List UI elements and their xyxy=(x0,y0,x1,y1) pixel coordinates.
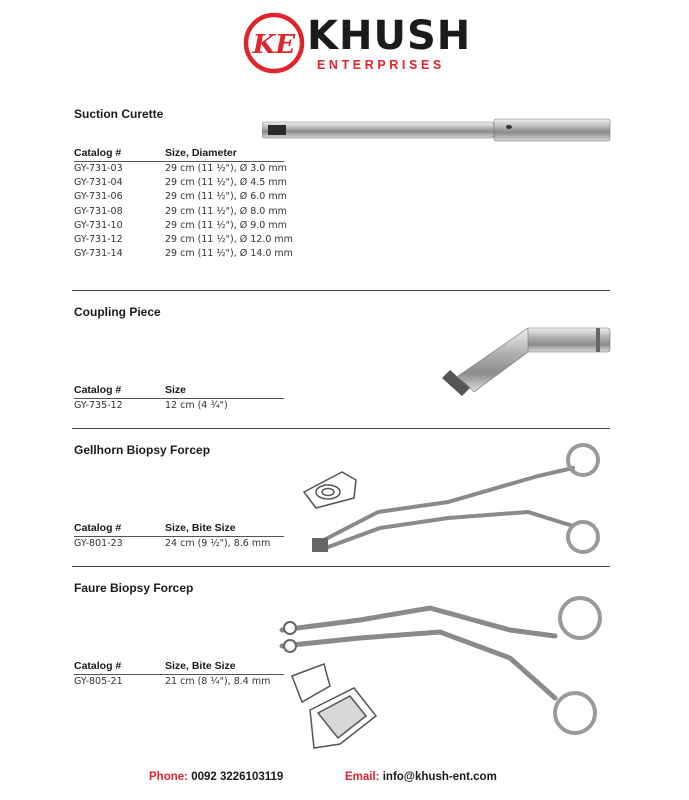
size-cell: 12 cm (4 ¾") xyxy=(165,400,228,411)
phone-number[interactable]: 0092 3226103119 xyxy=(191,771,284,783)
catalog-cell: GY-731-08 xyxy=(74,205,123,217)
catalog-cell: GY-735-12 xyxy=(74,400,123,411)
header-size: Size xyxy=(165,384,187,396)
catalog-cell: GY-805-21 xyxy=(74,676,123,687)
table-row xyxy=(74,399,284,413)
section-title-faure-biopsy-forcep: Faure Biopsy Forcep xyxy=(74,581,194,595)
table-header xyxy=(74,522,284,537)
size-cell: 29 cm (11 ½"), Ø 12.0 mm xyxy=(165,233,293,245)
header-size: Size, Bite Size xyxy=(165,660,236,672)
company-logo xyxy=(243,12,472,74)
phone-label: Phone: xyxy=(149,771,188,783)
svg-text:KE: KE xyxy=(252,30,296,60)
email-label: Email: xyxy=(345,771,380,783)
size-cell: 29 cm (11 ½"), Ø 14.0 mm xyxy=(165,248,293,260)
suction-curette-table xyxy=(74,147,293,261)
table-row xyxy=(74,675,284,689)
size-cell: 21 cm (8 ¼"), 8.4 mm xyxy=(165,676,271,687)
faure-forcep-table xyxy=(74,660,284,689)
table-row xyxy=(74,162,293,176)
header-catalog: Catalog # xyxy=(74,147,122,159)
table-row xyxy=(74,247,293,261)
header-size: Size, Bite Size xyxy=(165,522,236,534)
size-cell: 29 cm (11 ½"), Ø 3.0 mm xyxy=(165,163,287,174)
table-row xyxy=(74,233,293,247)
coupling-piece-table xyxy=(74,384,284,413)
brand-name: KHUSH xyxy=(307,13,472,59)
coupling-piece-image xyxy=(440,322,616,396)
table-header xyxy=(74,147,284,162)
gellhorn-forcep-image xyxy=(298,440,618,560)
section-divider xyxy=(72,428,610,429)
size-cell: 29 cm (11 ½"), Ø 6.0 mm xyxy=(165,191,287,203)
catalog-cell: GY-731-06 xyxy=(74,191,123,203)
gellhorn-forcep-table xyxy=(74,522,284,551)
faure-forcep-image xyxy=(270,588,615,753)
brand-subtitle: ENTERPRISES xyxy=(317,58,445,72)
email-link[interactable]: info@khush-ent.com xyxy=(382,771,497,783)
table-row xyxy=(74,176,293,190)
footer-phone xyxy=(149,771,283,783)
section-divider xyxy=(72,566,610,567)
section-title-coupling-piece: Coupling Piece xyxy=(74,305,161,319)
size-cell: 29 cm (11 ½"), Ø 8.0 mm xyxy=(165,205,287,217)
table-row xyxy=(74,219,293,233)
table-row xyxy=(74,537,284,551)
catalog-cell: GY-731-04 xyxy=(74,177,123,189)
table-row xyxy=(74,190,293,204)
catalog-cell: GY-731-14 xyxy=(74,248,123,260)
size-cell: 29 cm (11 ½"), Ø 9.0 mm xyxy=(165,219,287,231)
table-row xyxy=(74,205,293,219)
catalog-cell: GY-731-10 xyxy=(74,219,123,231)
header-size: Size, Diameter xyxy=(165,147,237,159)
size-cell: 29 cm (11 ½"), Ø 4.5 mm xyxy=(165,177,287,189)
header-catalog: Catalog # xyxy=(74,522,122,534)
section-divider xyxy=(72,290,610,291)
header-catalog: Catalog # xyxy=(74,384,122,396)
section-title-gellhorn-biopsy-forcep: Gellhorn Biopsy Forcep xyxy=(74,443,211,457)
suction-curette-image xyxy=(262,117,617,143)
table-header xyxy=(74,660,284,675)
catalog-cell: GY-731-12 xyxy=(74,233,123,245)
ke-monogram-icon xyxy=(243,12,305,74)
catalog-cell: GY-801-23 xyxy=(74,538,123,549)
size-cell: 24 cm (9 ½"), 8.6 mm xyxy=(165,538,271,549)
table-header xyxy=(74,384,284,399)
section-title-suction-curette: Suction Curette xyxy=(74,107,164,121)
footer-email xyxy=(345,771,497,783)
header-catalog: Catalog # xyxy=(74,660,122,672)
catalog-cell: GY-731-03 xyxy=(74,163,123,174)
